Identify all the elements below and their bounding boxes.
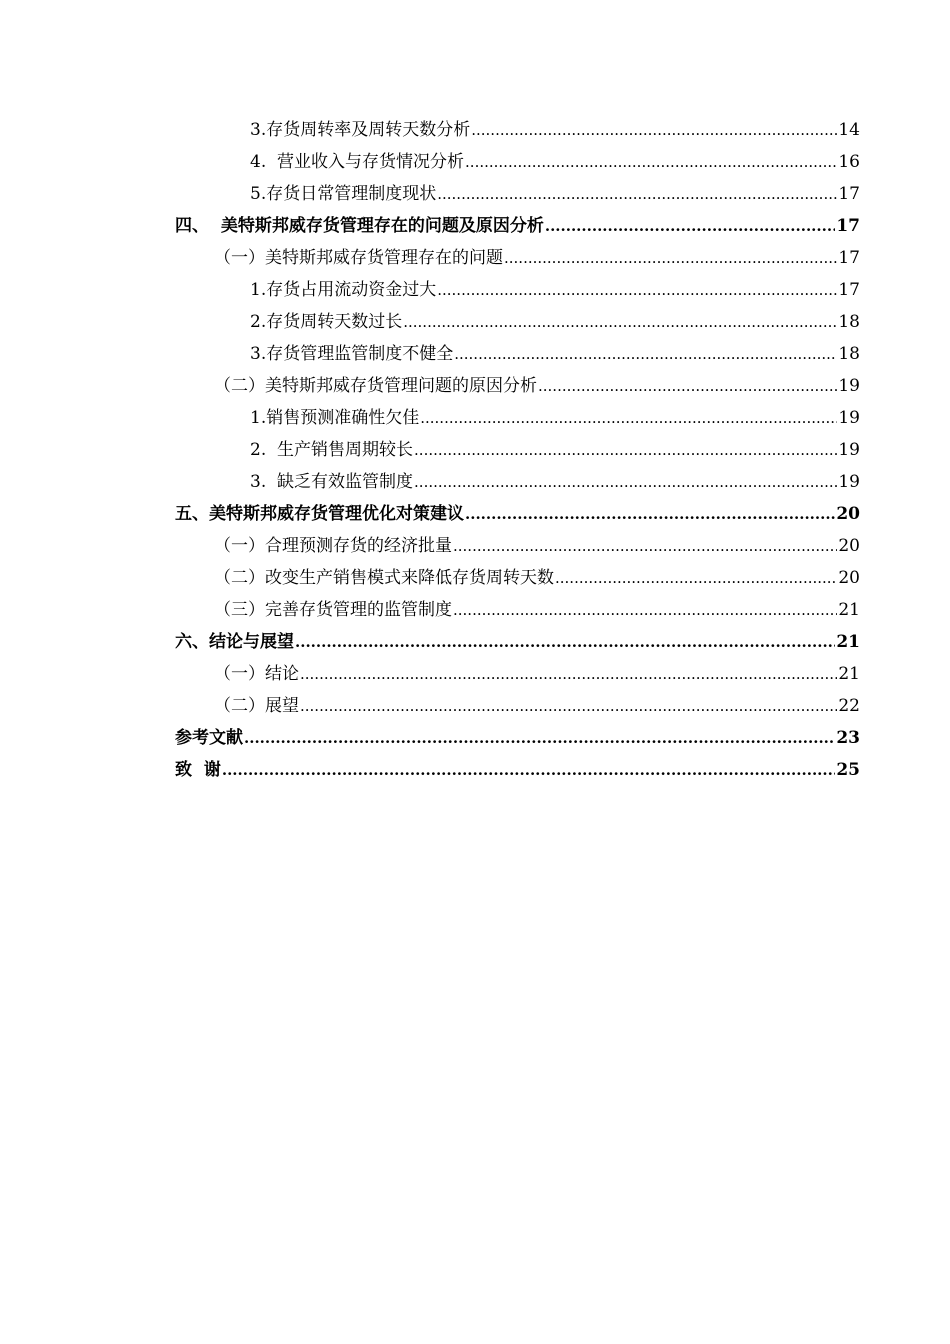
toc-entry-page: 21	[838, 600, 860, 620]
toc-dot-leader	[465, 498, 835, 530]
toc-chapter-entry[interactable]	[0, 626, 950, 658]
toc-entry-page: 19	[838, 408, 860, 428]
toc-dot-leader	[300, 690, 837, 722]
toc-chapter-entry[interactable]	[0, 754, 950, 786]
toc-entry-title: （一）结论	[214, 664, 299, 684]
toc-section-entry[interactable]	[0, 690, 950, 722]
toc-entry-title: 2. 生产销售周期较长	[250, 440, 414, 460]
toc-dot-leader	[420, 402, 837, 434]
toc-dot-leader	[555, 562, 837, 594]
toc-entry-page: 23	[836, 728, 860, 748]
toc-entry-title: 1.销售预测准确性欠佳	[250, 408, 420, 428]
toc-entry-page: 22	[838, 696, 860, 716]
toc-dot-leader	[471, 114, 837, 146]
toc-entry-page: 18	[838, 312, 860, 332]
toc-entry-page: 20	[838, 536, 860, 556]
toc-dot-leader	[300, 658, 837, 690]
toc-entry-title: （二）展望	[214, 696, 299, 716]
toc-entry-page: 19	[838, 440, 860, 460]
toc-entry-title: 五、美特斯邦威存货管理优化对策建议	[175, 504, 464, 524]
toc-dot-leader	[244, 722, 835, 754]
toc-chapter-entry[interactable]	[0, 498, 950, 530]
toc-section-entry[interactable]	[0, 562, 950, 594]
toc-entry-title: 4. 营业收入与存货情况分析	[250, 152, 465, 172]
toc-entry-page: 16	[838, 152, 860, 172]
toc-entry-page: 14	[838, 120, 860, 140]
toc-dot-leader	[414, 434, 837, 466]
toc-entry-title: 3.存货周转率及周转天数分析	[250, 120, 471, 140]
toc-entry-title: 2.存货周转天数过长	[250, 312, 403, 332]
toc-entry-page: 17	[838, 184, 860, 204]
toc-entry-title: （三）完善存货管理的监管制度	[214, 600, 452, 620]
toc-section-entry[interactable]	[0, 530, 950, 562]
toc-entry-title: 5.存货日常管理制度现状	[250, 184, 437, 204]
toc-entry-page: 20	[836, 504, 860, 524]
toc-entry-title: 四、 美特斯邦威存货管理存在的问题及原因分析	[175, 216, 544, 236]
toc-entry-page: 17	[838, 280, 860, 300]
toc-entry-title: 六、结论与展望	[175, 632, 294, 652]
toc-entry-page: 18	[838, 344, 860, 364]
toc-entry[interactable]	[0, 466, 950, 498]
toc-entry[interactable]	[0, 434, 950, 466]
toc-dot-leader	[437, 178, 837, 210]
toc-section-entry[interactable]	[0, 370, 950, 402]
toc-entry[interactable]	[0, 178, 950, 210]
toc-entry-title: （二）美特斯邦威存货管理问题的原因分析	[214, 376, 537, 396]
toc-section-entry[interactable]	[0, 594, 950, 626]
toc-entry[interactable]	[0, 274, 950, 306]
toc-entry-title: （一）美特斯邦威存货管理存在的问题	[214, 248, 503, 268]
toc-section-entry[interactable]	[0, 242, 950, 274]
toc-entry-title: 3.存货管理监管制度不健全	[250, 344, 454, 364]
toc-entry-page: 25	[836, 760, 860, 780]
toc-entry-page: 19	[838, 376, 860, 396]
toc-entry-page: 21	[836, 632, 860, 652]
toc-entry-title: 3. 缺乏有效监管制度	[250, 472, 414, 492]
toc-entry[interactable]	[0, 338, 950, 370]
toc-dot-leader	[453, 530, 837, 562]
toc-entry-title: 参考文献	[175, 728, 243, 748]
toc-entry-page: 21	[838, 664, 860, 684]
toc-dot-leader	[403, 306, 837, 338]
toc-dot-leader	[504, 242, 837, 274]
toc-section-entry[interactable]	[0, 658, 950, 690]
toc-dot-leader	[538, 370, 837, 402]
toc-entry-title: 致 谢	[175, 760, 221, 780]
toc-entry-title: （一）合理预测存货的经济批量	[214, 536, 452, 556]
toc-dot-leader	[465, 146, 837, 178]
toc-entry-page: 19	[838, 472, 860, 492]
toc-entry[interactable]	[0, 114, 950, 146]
toc-dot-leader	[414, 466, 837, 498]
toc-entry-title: （二）改变生产销售模式来降低存货周转天数	[214, 568, 554, 588]
toc-entry[interactable]	[0, 306, 950, 338]
toc-dot-leader	[453, 594, 837, 626]
toc-entry-title: 1.存货占用流动资金过大	[250, 280, 437, 300]
toc-chapter-entry[interactable]	[0, 210, 950, 242]
table-of-contents	[0, 114, 950, 786]
toc-entry-page: 17	[836, 216, 860, 236]
toc-dot-leader	[295, 626, 835, 658]
toc-entry[interactable]	[0, 402, 950, 434]
toc-dot-leader	[545, 210, 835, 242]
toc-entry[interactable]	[0, 146, 950, 178]
toc-entry-page: 20	[838, 568, 860, 588]
toc-chapter-entry[interactable]	[0, 722, 950, 754]
toc-dot-leader	[437, 274, 837, 306]
toc-entry-page: 17	[838, 248, 860, 268]
toc-dot-leader	[222, 754, 835, 786]
toc-dot-leader	[454, 338, 837, 370]
